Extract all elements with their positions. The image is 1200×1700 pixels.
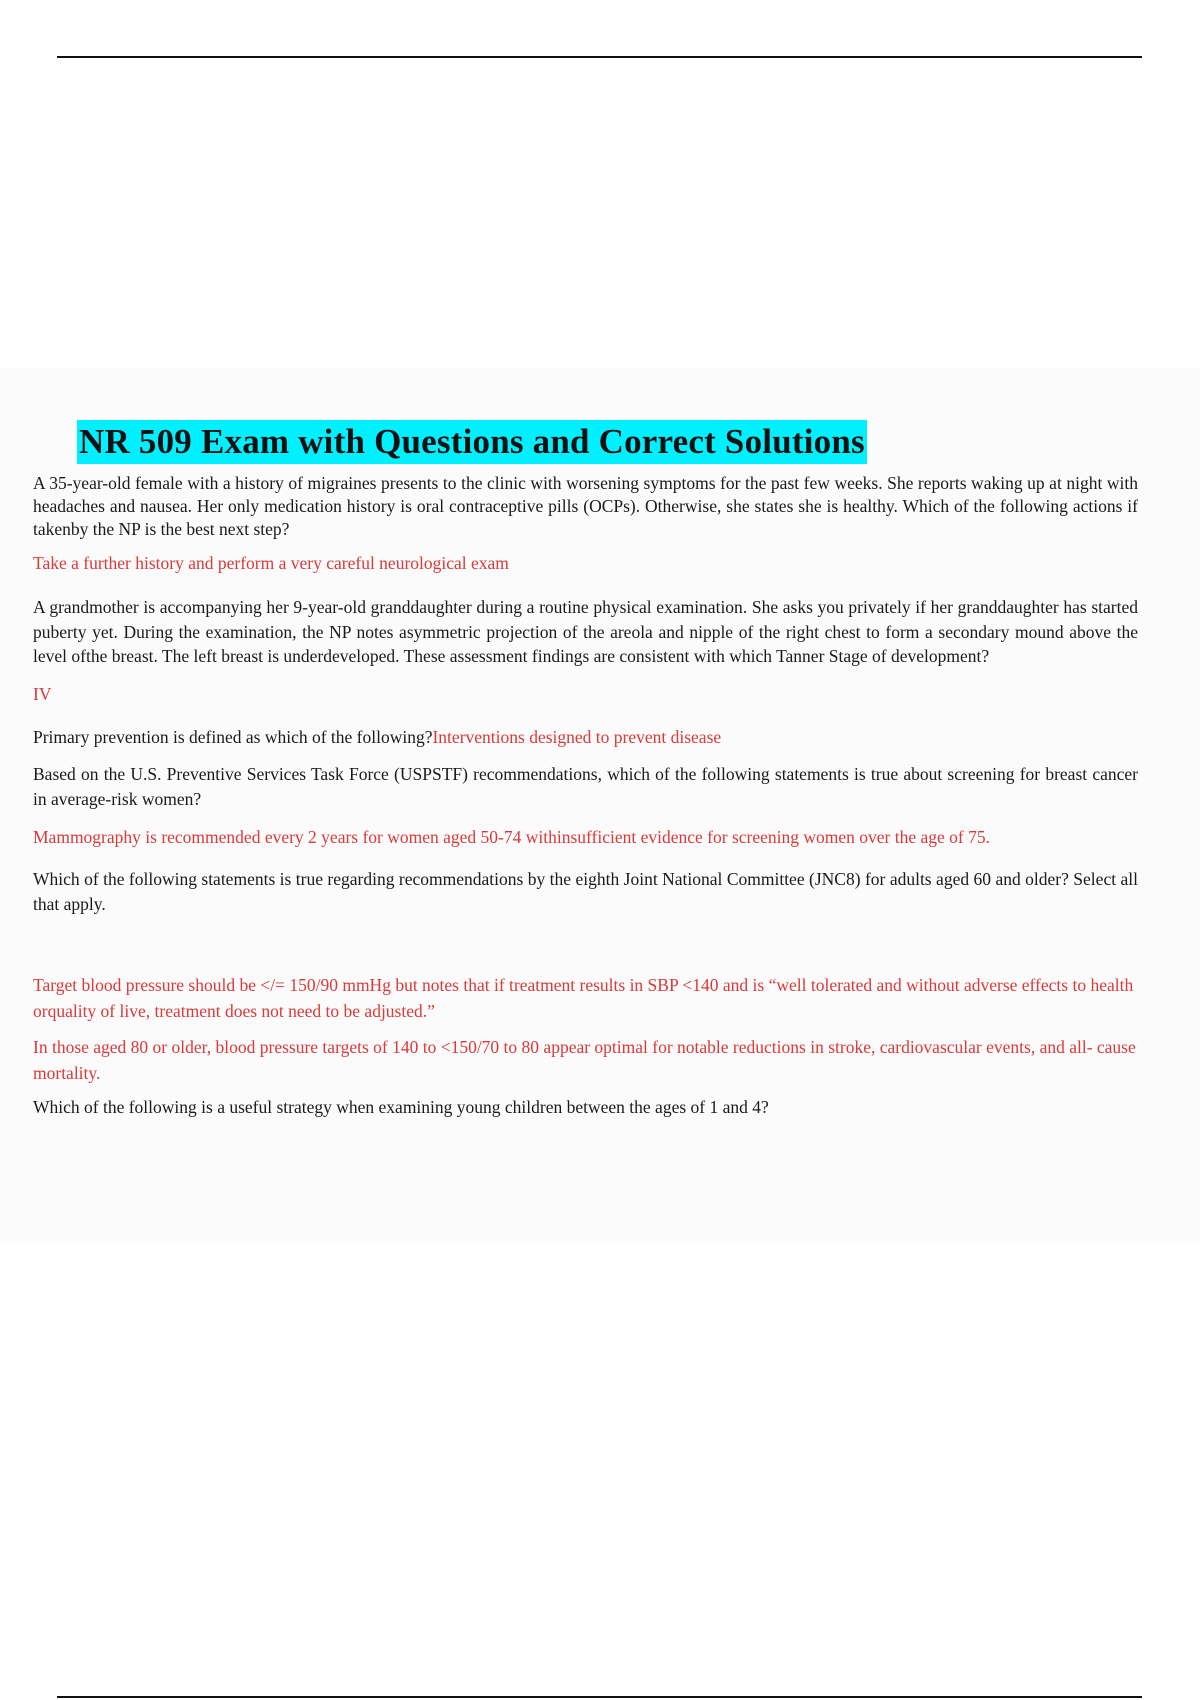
question-1: A 35-year-old female with a history of migraines presents to the clinic with worsening symptoms for the past few weeks. She reports waking up at night with headaches and nausea. Her only medication history is oral contraceptive pills (OCPs). Otherwise, she states she is healthy. Which of the following actions if takenby the NP is the best next step? — [33, 473, 1138, 539]
question-3-line — [33, 726, 1138, 749]
document-title: NR 509 Exam with Questions and Correct Solutions — [77, 420, 867, 464]
document-body — [33, 420, 1138, 1119]
question-5: Which of the following statements is true regarding recommendations by the eighth Joint National Committee (JNC8) for adults aged 60 and older? Select all that apply. — [33, 868, 1138, 914]
question-6: Which of the following is a useful strategy when examining young children between the ages of 1 and 4? — [33, 1096, 769, 1117]
answer-1: Take a further history and perform a very careful neurological exam — [33, 553, 509, 573]
bottom-rule — [57, 1696, 1142, 1698]
answer-2: IV — [33, 683, 52, 704]
question-3: Primary prevention is defined as which of the following? — [33, 726, 433, 747]
answer-5b: In those aged 80 or older, blood pressure targets of 140 to <150/70 to 80 appear optimal for notable reductions in stroke, cardiovascular events, and all- cause mortality. — [33, 1036, 1136, 1083]
answer-5a: Target blood pressure should be </= 150/90 mmHg but notes that if treatment results in SBP <140 and is “well tolerated and without adverse effects to health orquality of live, treatment does not need to be adjusted.” — [33, 974, 1134, 1021]
title-wrapper — [33, 420, 1138, 464]
question-4: Based on the U.S. Preventive Services Task Force (USPSTF) recommendations, which of the following statements is true about screening for breast cancer in average-risk women? — [33, 763, 1138, 809]
question-2: A grandmother is accompanying her 9-year-old granddaughter during a routine physical examination. She asks you privately if her granddaughter has started puberty yet. During the examination, the NP notes asymmetric projection of the areola and nipple of the right chest to form a secondary mound above the level ofthe breast. The left breast is underdeveloped. These assessment findings are consistent with which Tanner Stage of development? — [33, 597, 1138, 666]
top-rule — [57, 56, 1142, 58]
answer-4: Mammography is recommended every 2 years for women aged 50-74 withinsufficient evidence for screening women over the age of 75. — [33, 826, 990, 847]
answer-3: Interventions designed to prevent disease — [432, 726, 722, 747]
